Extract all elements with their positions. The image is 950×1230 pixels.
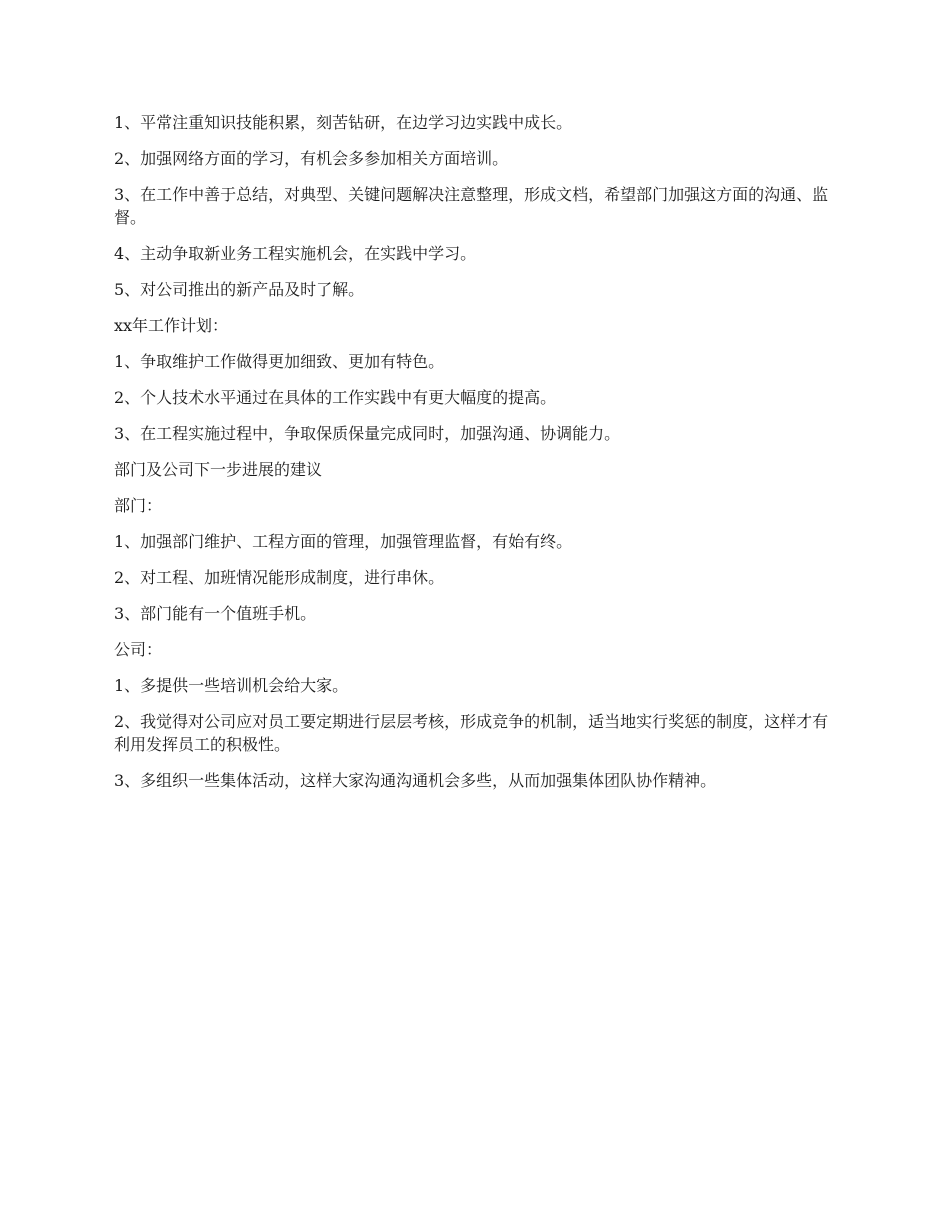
- paragraph-company-assessment: 2、我觉得对公司应对员工要定期进行层层考核，形成竞争的机制，适当地实行奖惩的制度，这样才有利用发挥员工的积极性。: [114, 712, 829, 754]
- paragraph-network-study: 2、加强网络方面的学习，有机会多参加相关方面培训。: [114, 149, 509, 168]
- paragraph-dept-phone: 3、部门能有一个值班手机。: [114, 604, 317, 623]
- section-heading-work-plan: xx年工作计划：: [114, 316, 229, 335]
- paragraph-company-activities: 3、多组织一些集体活动，这样大家沟通沟通机会多些，从而加强集体团队协作精神。: [114, 771, 717, 790]
- paragraph-new-products: 5、对公司推出的新产品及时了解。: [114, 280, 365, 299]
- paragraph-skills-accumulation: 1、平常注重知识技能积累，刻苦钻研，在边学习边实践中成长。: [114, 113, 573, 132]
- subheading-company: 公司：: [114, 640, 163, 659]
- paragraph-plan-maintenance: 1、争取维护工作做得更加细致、更加有特色。: [114, 352, 445, 371]
- subheading-department: 部门：: [114, 496, 163, 515]
- paragraph-new-business: 4、主动争取新业务工程实施机会，在实践中学习。: [114, 244, 477, 263]
- section-heading-suggestions: 部门及公司下一步进展的建议: [114, 460, 323, 479]
- document-body: [114, 111, 834, 805]
- paragraph-company-training: 1、多提供一些培训机会给大家。: [114, 676, 349, 695]
- paragraph-dept-management: 1、加强部门维护、工程方面的管理，加强管理监督，有始有终。: [114, 532, 573, 551]
- paragraph-plan-technical: 2、个人技术水平通过在具体的工作实践中有更大幅度的提高。: [114, 388, 557, 407]
- paragraph-dept-overtime: 2、对工程、加班情况能形成制度，进行串休。: [114, 568, 445, 587]
- paragraph-summarize-work: 3、在工作中善于总结，对典型、关键问题解决注意整理，形成文档，希望部门加强这方面的沟通、监督。: [114, 185, 829, 227]
- paragraph-plan-communication: 3、在工程实施过程中，争取保质保量完成同时，加强沟通、协调能力。: [114, 424, 621, 443]
